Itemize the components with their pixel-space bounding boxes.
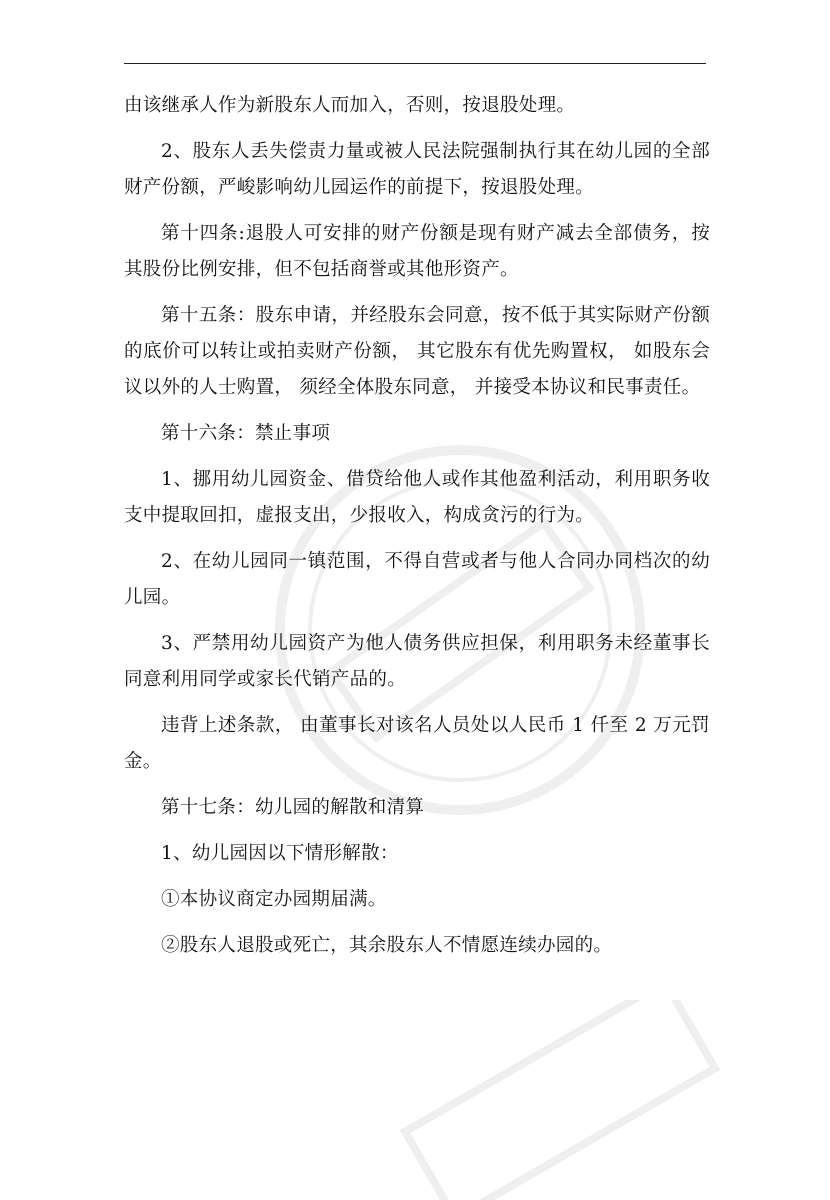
document-body: [124, 88, 710, 974]
paragraph-continuation: 由该继承人作为新股东人而加入，否则，按退股处理。: [124, 95, 576, 116]
paragraph-article-16-heading: 第十六条：禁止事项: [161, 423, 331, 444]
paragraph-clause-2-loss-of-capacity: 2、股东人丢失偿责力量或被人民法院强制执行其在幼儿园的全部财产份额，严峻影响幼儿园运作的前提下，按退股处理。: [124, 141, 710, 198]
paragraph-prohibition-2: 2、在幼儿园同一镇范围，不得自营或者与他人合同办同档次的幼儿园。: [124, 551, 710, 608]
header-rule: [124, 63, 706, 64]
paragraph-prohibition-3: 3、严禁用幼儿园资产为他人债务供应担保，利用职务未经董事长同意利用同学或家长代销产品的。: [124, 633, 710, 690]
paragraph-penalty: 违背上述条款， 由董事长对该名人员处以人民币 1 仟至 2 万元罚金。: [124, 715, 710, 772]
paragraph-article-17-heading: 第十七条：幼儿园的解散和清算: [161, 797, 425, 818]
watermark-seal-lower: [380, 1000, 740, 1200]
paragraph-article-15: 第十五条：股东申请，并经股东会同意，按不低于其实际财产份额的底价可以转让或拍卖财产份额， 其它股东有优先购置权， 如股东会议以外的人士购置， 须经全体股东同意， 并接受本协议和民事责任。: [124, 305, 710, 398]
paragraph-dissolution-item-1: ①本协议商定办园期届满。: [161, 889, 387, 910]
paragraph-prohibition-1: 1、挪用幼儿园资金、借贷给他人或作其他盈利活动，利用职务收支中提取回扣，虚报支出，少报收入，构成贪污的行为。: [124, 469, 710, 526]
paragraph-dissolution-item-2: ②股东人退股或死亡，其余股东人不情愿连续办园的。: [161, 935, 613, 956]
paragraph-article-14: 第十四条:退股人可安排的财产份额是现有财产减去全部债务，按其股份比例安排，但不包括商誉或其他形资产。: [124, 223, 710, 280]
paragraph-dissolution-1: 1、幼儿园因以下情形解散：: [161, 843, 399, 864]
